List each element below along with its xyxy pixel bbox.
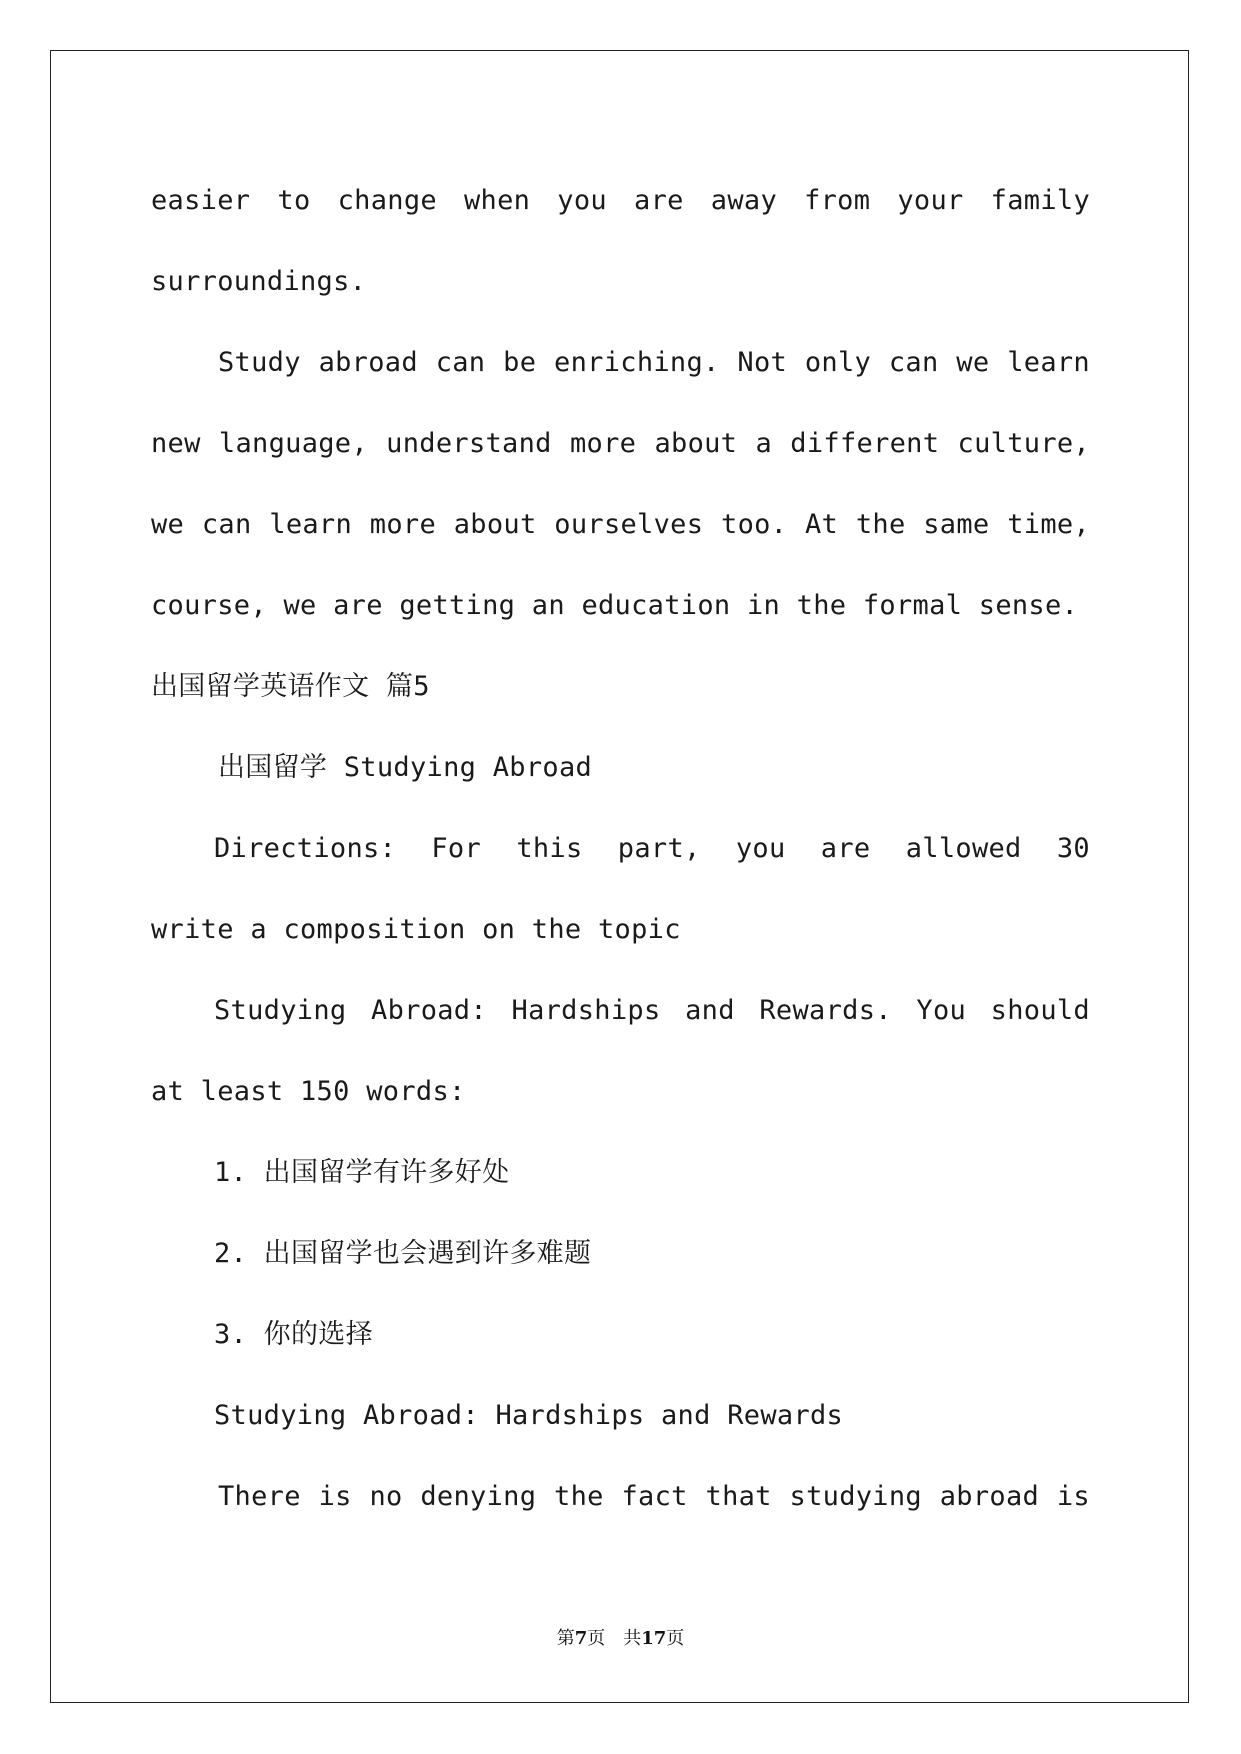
text-line: surroundings. xyxy=(151,266,367,297)
text-line: course, we are getting an education in the formal sense. xyxy=(151,590,1079,621)
page-footer xyxy=(0,1624,1241,1650)
page-prefix: 第 xyxy=(556,1628,575,1649)
text-line: new language, understand more about a different culture, xyxy=(151,428,1090,459)
total-pages: 17 xyxy=(641,1628,667,1649)
section-heading: 出国留学英语作文 篇5 xyxy=(151,671,430,702)
list-item: 1. 出国留学有许多好处 xyxy=(214,1157,510,1188)
document-body xyxy=(151,160,1090,1537)
paragraph-start-line: Studying Abroad: Hardships and Rewards. You should xyxy=(214,995,1090,1026)
essay-subtitle: Studying Abroad: Hardships and Rewards xyxy=(214,1400,844,1431)
total-suffix: 页 xyxy=(666,1628,685,1649)
total-prefix: 共 xyxy=(623,1628,642,1649)
list-item: 3. 你的选择 xyxy=(214,1319,373,1350)
text-line: at least 150 words: xyxy=(151,1076,466,1107)
paragraph-start-line: Directions: For this part, you are allowed 30 xyxy=(214,833,1090,864)
text-line: we can learn more about ourselves too. At the same time, xyxy=(151,509,1090,540)
page-suffix: 页 xyxy=(587,1628,606,1649)
paragraph-start-line: There is no denying the fact that studying abroad is xyxy=(218,1481,1090,1512)
essay-title: 出国留学 Studying Abroad xyxy=(218,752,593,783)
text-line: easier to change when you are away from your family xyxy=(151,185,1090,216)
list-item: 2. 出国留学也会遇到许多难题 xyxy=(214,1238,592,1269)
paragraph-start-line: Study abroad can be enriching. Not only can we learn xyxy=(218,347,1090,378)
page-number: 7 xyxy=(574,1628,588,1649)
text-line: write a composition on the topic xyxy=(151,914,681,945)
